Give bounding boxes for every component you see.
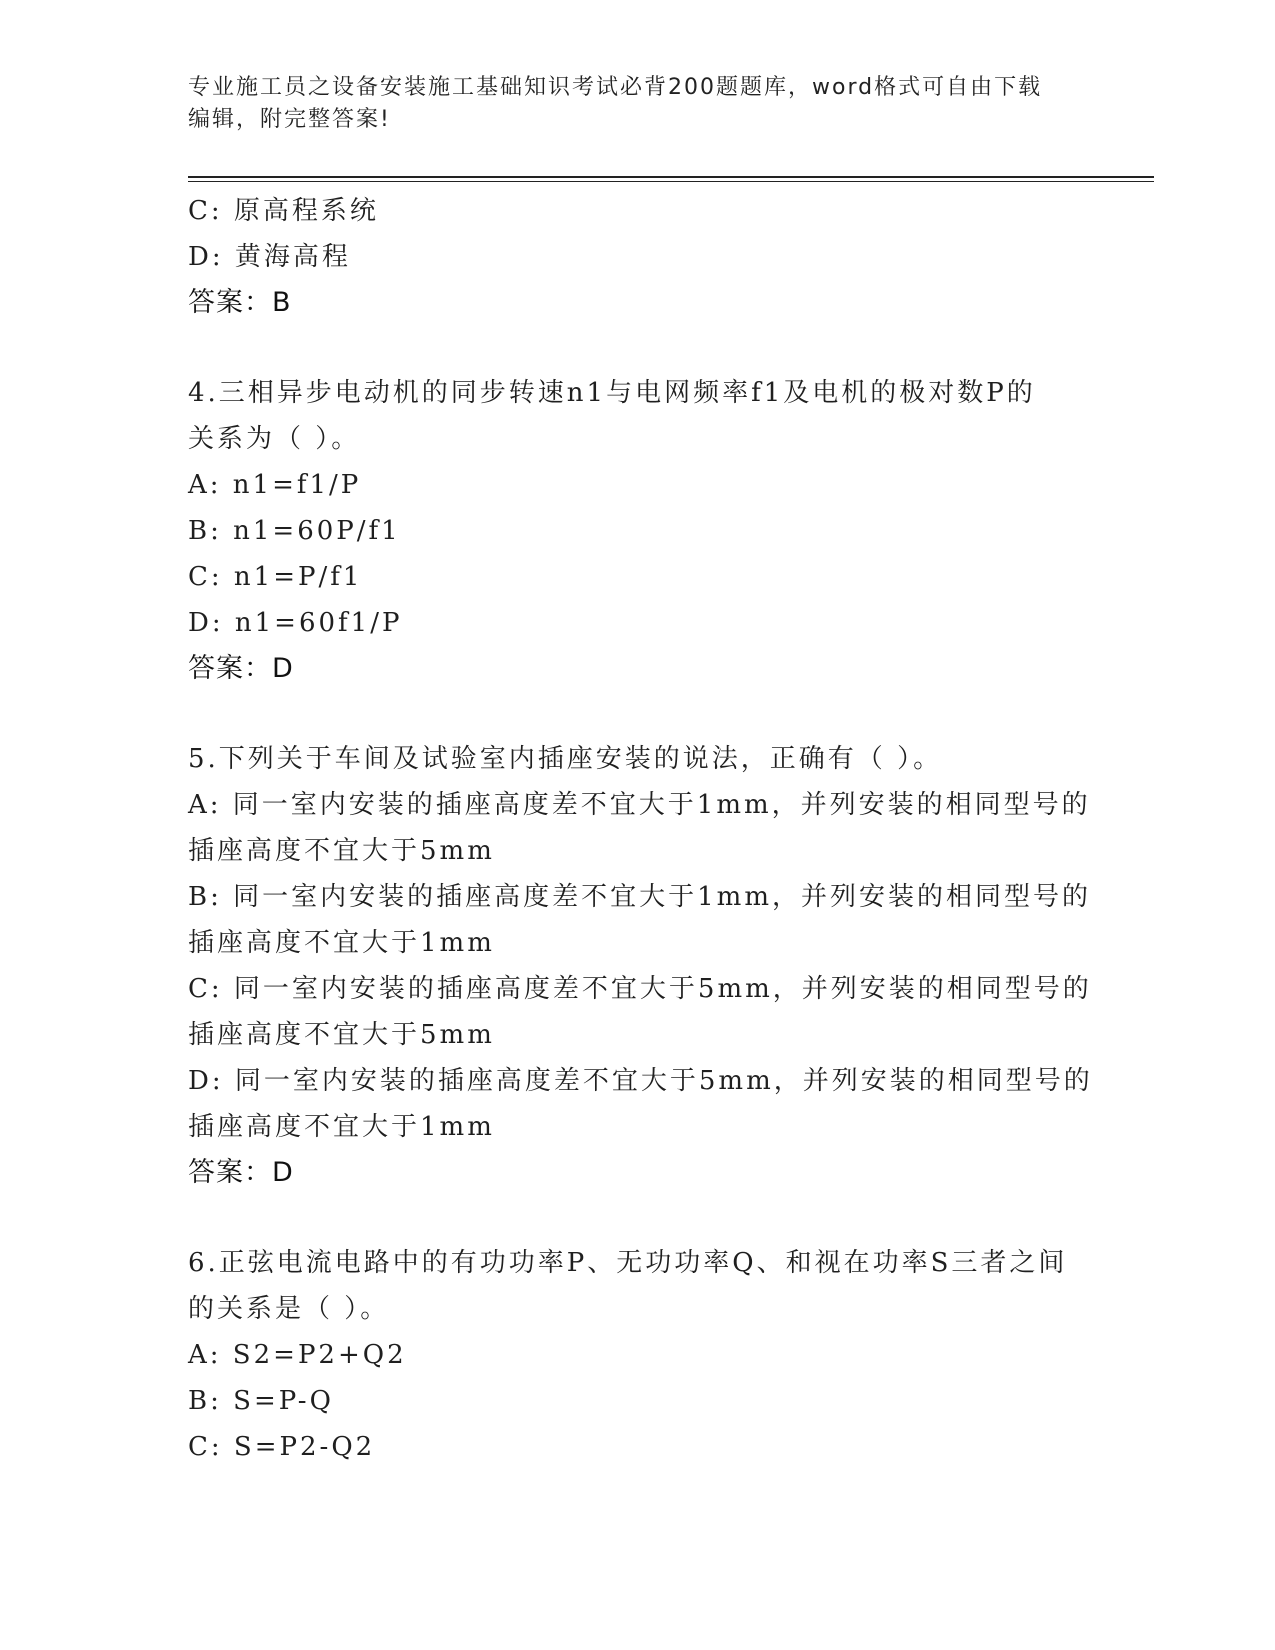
question-4	[188, 370, 1088, 692]
q6-stem-line-2: 的关系是（ ）。	[188, 1294, 390, 1324]
q5-option-a-line-2: 插座高度不宜大于5mm	[188, 836, 495, 866]
q4-option-a: A: n1=f1/P	[188, 470, 362, 500]
q5-option-c-line-2: 插座高度不宜大于5mm	[188, 1020, 495, 1050]
q4-option-b: B: n1=60P/f1	[188, 516, 401, 546]
q5-stem: 5.下列关于车间及试验室内插座安装的说法，正确有（ ）。	[188, 744, 943, 774]
q6-option-a: A: S2=P2+Q2	[188, 1340, 407, 1370]
header-divider-thin	[188, 181, 1154, 182]
spacer	[188, 692, 1088, 736]
q6-option-b: B: S=P-Q	[188, 1386, 334, 1416]
q6-stem-line-1: 6.正弦电流电路中的有功功率P、无功功率Q、和视在功率S三者之间	[188, 1248, 1068, 1278]
spacer	[188, 326, 1088, 370]
q5-option-a-line-1: A: 同一室内安装的插座高度差不宜大于1mm，并列安装的相同型号的	[188, 790, 1091, 820]
question-3-remainder	[188, 188, 1088, 326]
q4-stem-line-2: 关系为（ ）。	[188, 424, 361, 454]
document-header	[188, 72, 1088, 136]
q4-stem-line-1: 4.三相异步电动机的同步转速n1与电网频率f1及电机的极对数P的	[188, 378, 1036, 408]
header-divider-thick	[188, 176, 1154, 178]
header-title-line-2: 编辑，附完整答案!	[188, 107, 391, 132]
q3-answer: 答案：B	[188, 287, 292, 318]
question-6	[188, 1240, 1088, 1470]
q5-option-b-line-2: 插座高度不宜大于1mm	[188, 928, 495, 958]
q5-option-c-line-1: C: 同一室内安装的插座高度差不宜大于5mm，并列安装的相同型号的	[188, 974, 1092, 1004]
q5-option-d-line-1: D: 同一室内安装的插座高度差不宜大于5mm，并列安装的相同型号的	[188, 1066, 1093, 1096]
q3-option-c: C: 原高程系统	[188, 196, 379, 226]
q3-option-d: D: 黄海高程	[188, 242, 351, 272]
q6-option-c: C: S=P2-Q2	[188, 1432, 376, 1462]
header-title-line-1: 专业施工员之设备安装施工基础知识考试必背200题题库，word格式可自由下载	[188, 75, 1043, 100]
question-5	[188, 736, 1093, 1196]
q5-option-d-line-2: 插座高度不宜大于1mm	[188, 1112, 495, 1142]
q4-answer: 答案：D	[188, 653, 294, 684]
spacer	[188, 1196, 1088, 1240]
q5-answer: 答案：D	[188, 1157, 294, 1188]
question-content	[188, 188, 1093, 1470]
q5-option-b-line-1: B: 同一室内安装的插座高度差不宜大于1mm，并列安装的相同型号的	[188, 882, 1091, 912]
q4-option-c: C: n1=P/f1	[188, 562, 363, 592]
q4-option-d: D: n1=60f1/P	[188, 608, 403, 638]
